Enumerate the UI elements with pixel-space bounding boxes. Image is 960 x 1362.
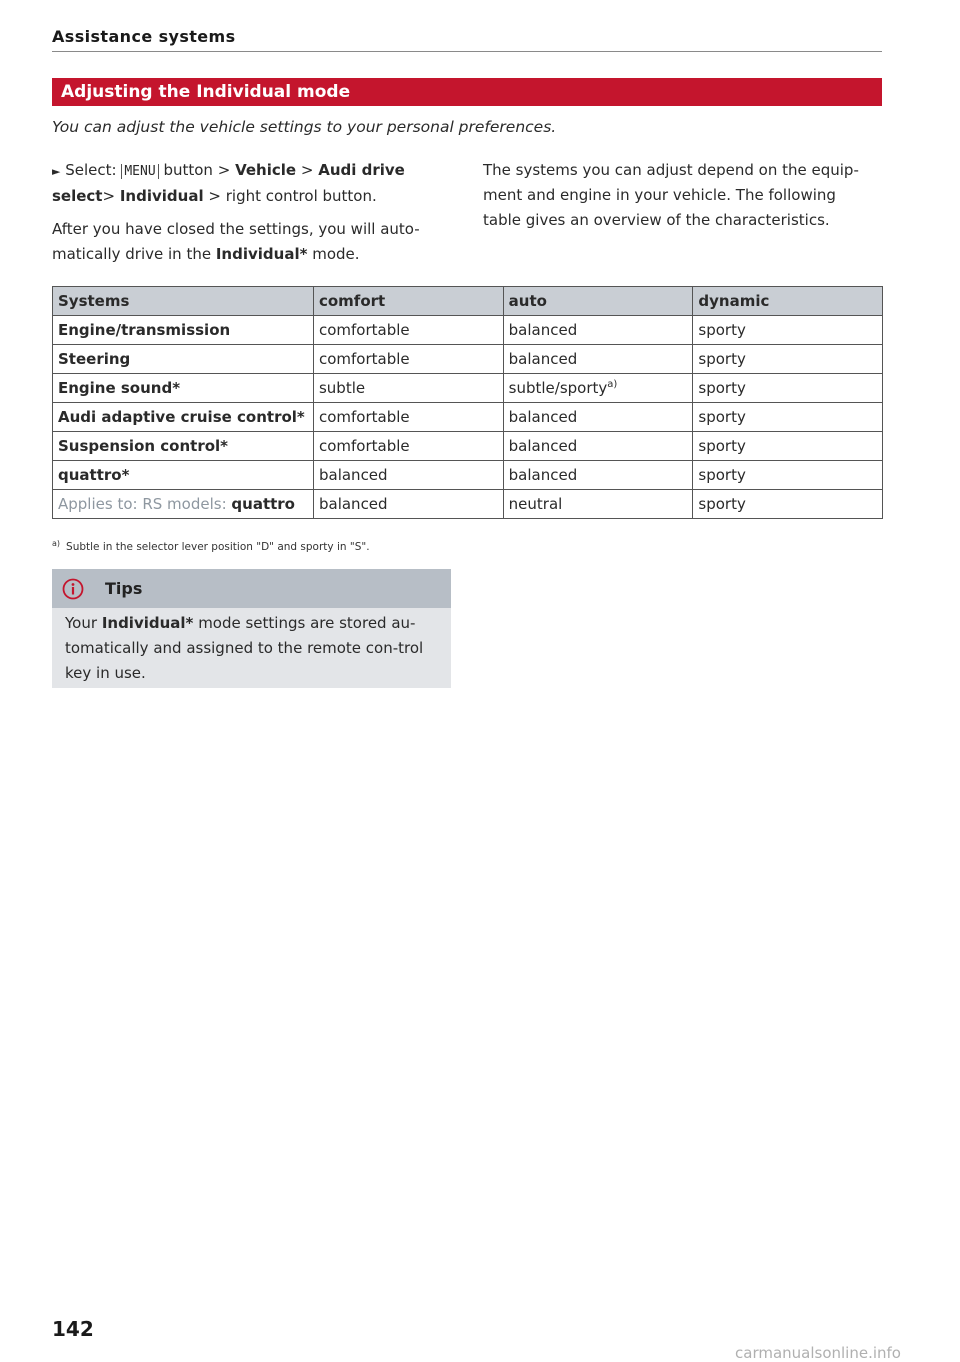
- comfort-cell: comfortable: [313, 316, 503, 345]
- path-separator: >: [208, 187, 221, 205]
- comfort-cell: comfortable: [313, 403, 503, 432]
- menu-key: MENU: [121, 164, 158, 179]
- tips-body-prefix: Your: [65, 614, 98, 632]
- tips-title: Tips: [105, 579, 143, 598]
- info-circle-icon: [62, 578, 84, 600]
- path-separator: >: [102, 187, 116, 205]
- table-row: [53, 490, 883, 519]
- auto-cell: neutral: [503, 490, 693, 519]
- table-footnote: [52, 538, 370, 553]
- section-header: Assistance systems: [52, 27, 236, 46]
- page-title: Adjusting the Individual mode: [52, 78, 882, 106]
- right-paragraph: The systems you can adjust depend on the equip-ment and engine in your vehicle. The following table gives an overview of the characteristics.: [483, 161, 859, 229]
- dynamic-cell: sporty: [693, 316, 883, 345]
- tips-body-rest: mode settings are stored au-tomatically and assigned to the remote con-trol key in use.: [65, 614, 424, 682]
- system-cell: [53, 490, 314, 519]
- system-cell: Suspension control*: [53, 432, 314, 461]
- comfort-cell: comfortable: [313, 432, 503, 461]
- tips-body: [52, 608, 451, 688]
- table-row: [53, 461, 883, 490]
- column-header: auto: [503, 287, 693, 316]
- footnote-text: Subtle in the selector lever position "D" and sporty in "S".: [66, 541, 370, 553]
- button-word: button: [163, 161, 213, 179]
- path-right-control: right control button.: [225, 187, 377, 205]
- table-row: [53, 345, 883, 374]
- footnote-ref: a): [607, 379, 618, 390]
- dynamic-cell: sporty: [693, 432, 883, 461]
- bullet-marker: ►: [52, 165, 61, 178]
- auto-value: subtle/sporty: [508, 379, 608, 397]
- comfort-cell: subtle: [313, 374, 503, 403]
- comfort-cell: balanced: [313, 490, 503, 519]
- auto-cell: balanced: [503, 403, 693, 432]
- right-column: [483, 158, 873, 233]
- system-cell: Steering: [53, 345, 314, 374]
- dynamic-cell: sporty: [693, 461, 883, 490]
- instruction-step: [52, 158, 447, 209]
- after-text-part2: mode.: [312, 245, 360, 263]
- system-cell: Engine/transmission: [53, 316, 314, 345]
- path-individual: Individual: [119, 187, 204, 205]
- table-row: [53, 316, 883, 345]
- page-number: 142: [52, 1317, 94, 1341]
- applies-to-system: quattro: [231, 495, 295, 513]
- table-row: [53, 432, 883, 461]
- system-cell: Engine sound*: [53, 374, 314, 403]
- comfort-cell: comfortable: [313, 345, 503, 374]
- dynamic-cell: sporty: [693, 374, 883, 403]
- select-label: Select:: [65, 161, 117, 179]
- auto-cell: balanced: [503, 461, 693, 490]
- path-audi-drive-select: Audi drive select: [52, 161, 405, 205]
- applies-to-note: Applies to: RS models:: [58, 495, 227, 513]
- path-separator: >: [217, 161, 231, 179]
- auto-cell: [503, 374, 693, 403]
- left-column: [52, 158, 447, 267]
- after-text-part1: After you have closed the settings, you will auto-matically drive in the: [52, 220, 420, 263]
- site-watermark: carmanualsonline.info: [735, 1344, 901, 1362]
- column-header: dynamic: [693, 287, 883, 316]
- footnote-marker: a): [52, 538, 61, 548]
- header-divider: [52, 51, 882, 52]
- dynamic-cell: sporty: [693, 490, 883, 519]
- dynamic-cell: sporty: [693, 345, 883, 374]
- tips-header: [52, 569, 451, 608]
- system-cell: quattro*: [53, 461, 314, 490]
- dynamic-cell: sporty: [693, 403, 883, 432]
- page-subtitle: You can adjust the vehicle settings to your personal preferences.: [52, 118, 557, 136]
- table-header-row: [53, 287, 883, 316]
- column-header: Systems: [53, 287, 314, 316]
- comfort-cell: balanced: [313, 461, 503, 490]
- table-row: [53, 403, 883, 432]
- after-text-bold: Individual*: [215, 245, 308, 263]
- auto-cell: balanced: [503, 432, 693, 461]
- path-separator: >: [300, 161, 314, 179]
- system-cell: Audi adaptive cruise control*: [53, 403, 314, 432]
- path-vehicle: Vehicle: [235, 161, 297, 179]
- auto-cell: balanced: [503, 345, 693, 374]
- settings-table: [52, 286, 883, 519]
- table-row: [53, 374, 883, 403]
- after-paragraph: [52, 217, 447, 267]
- column-header: comfort: [313, 287, 503, 316]
- auto-cell: balanced: [503, 316, 693, 345]
- tips-body-bold: Individual*: [101, 614, 194, 632]
